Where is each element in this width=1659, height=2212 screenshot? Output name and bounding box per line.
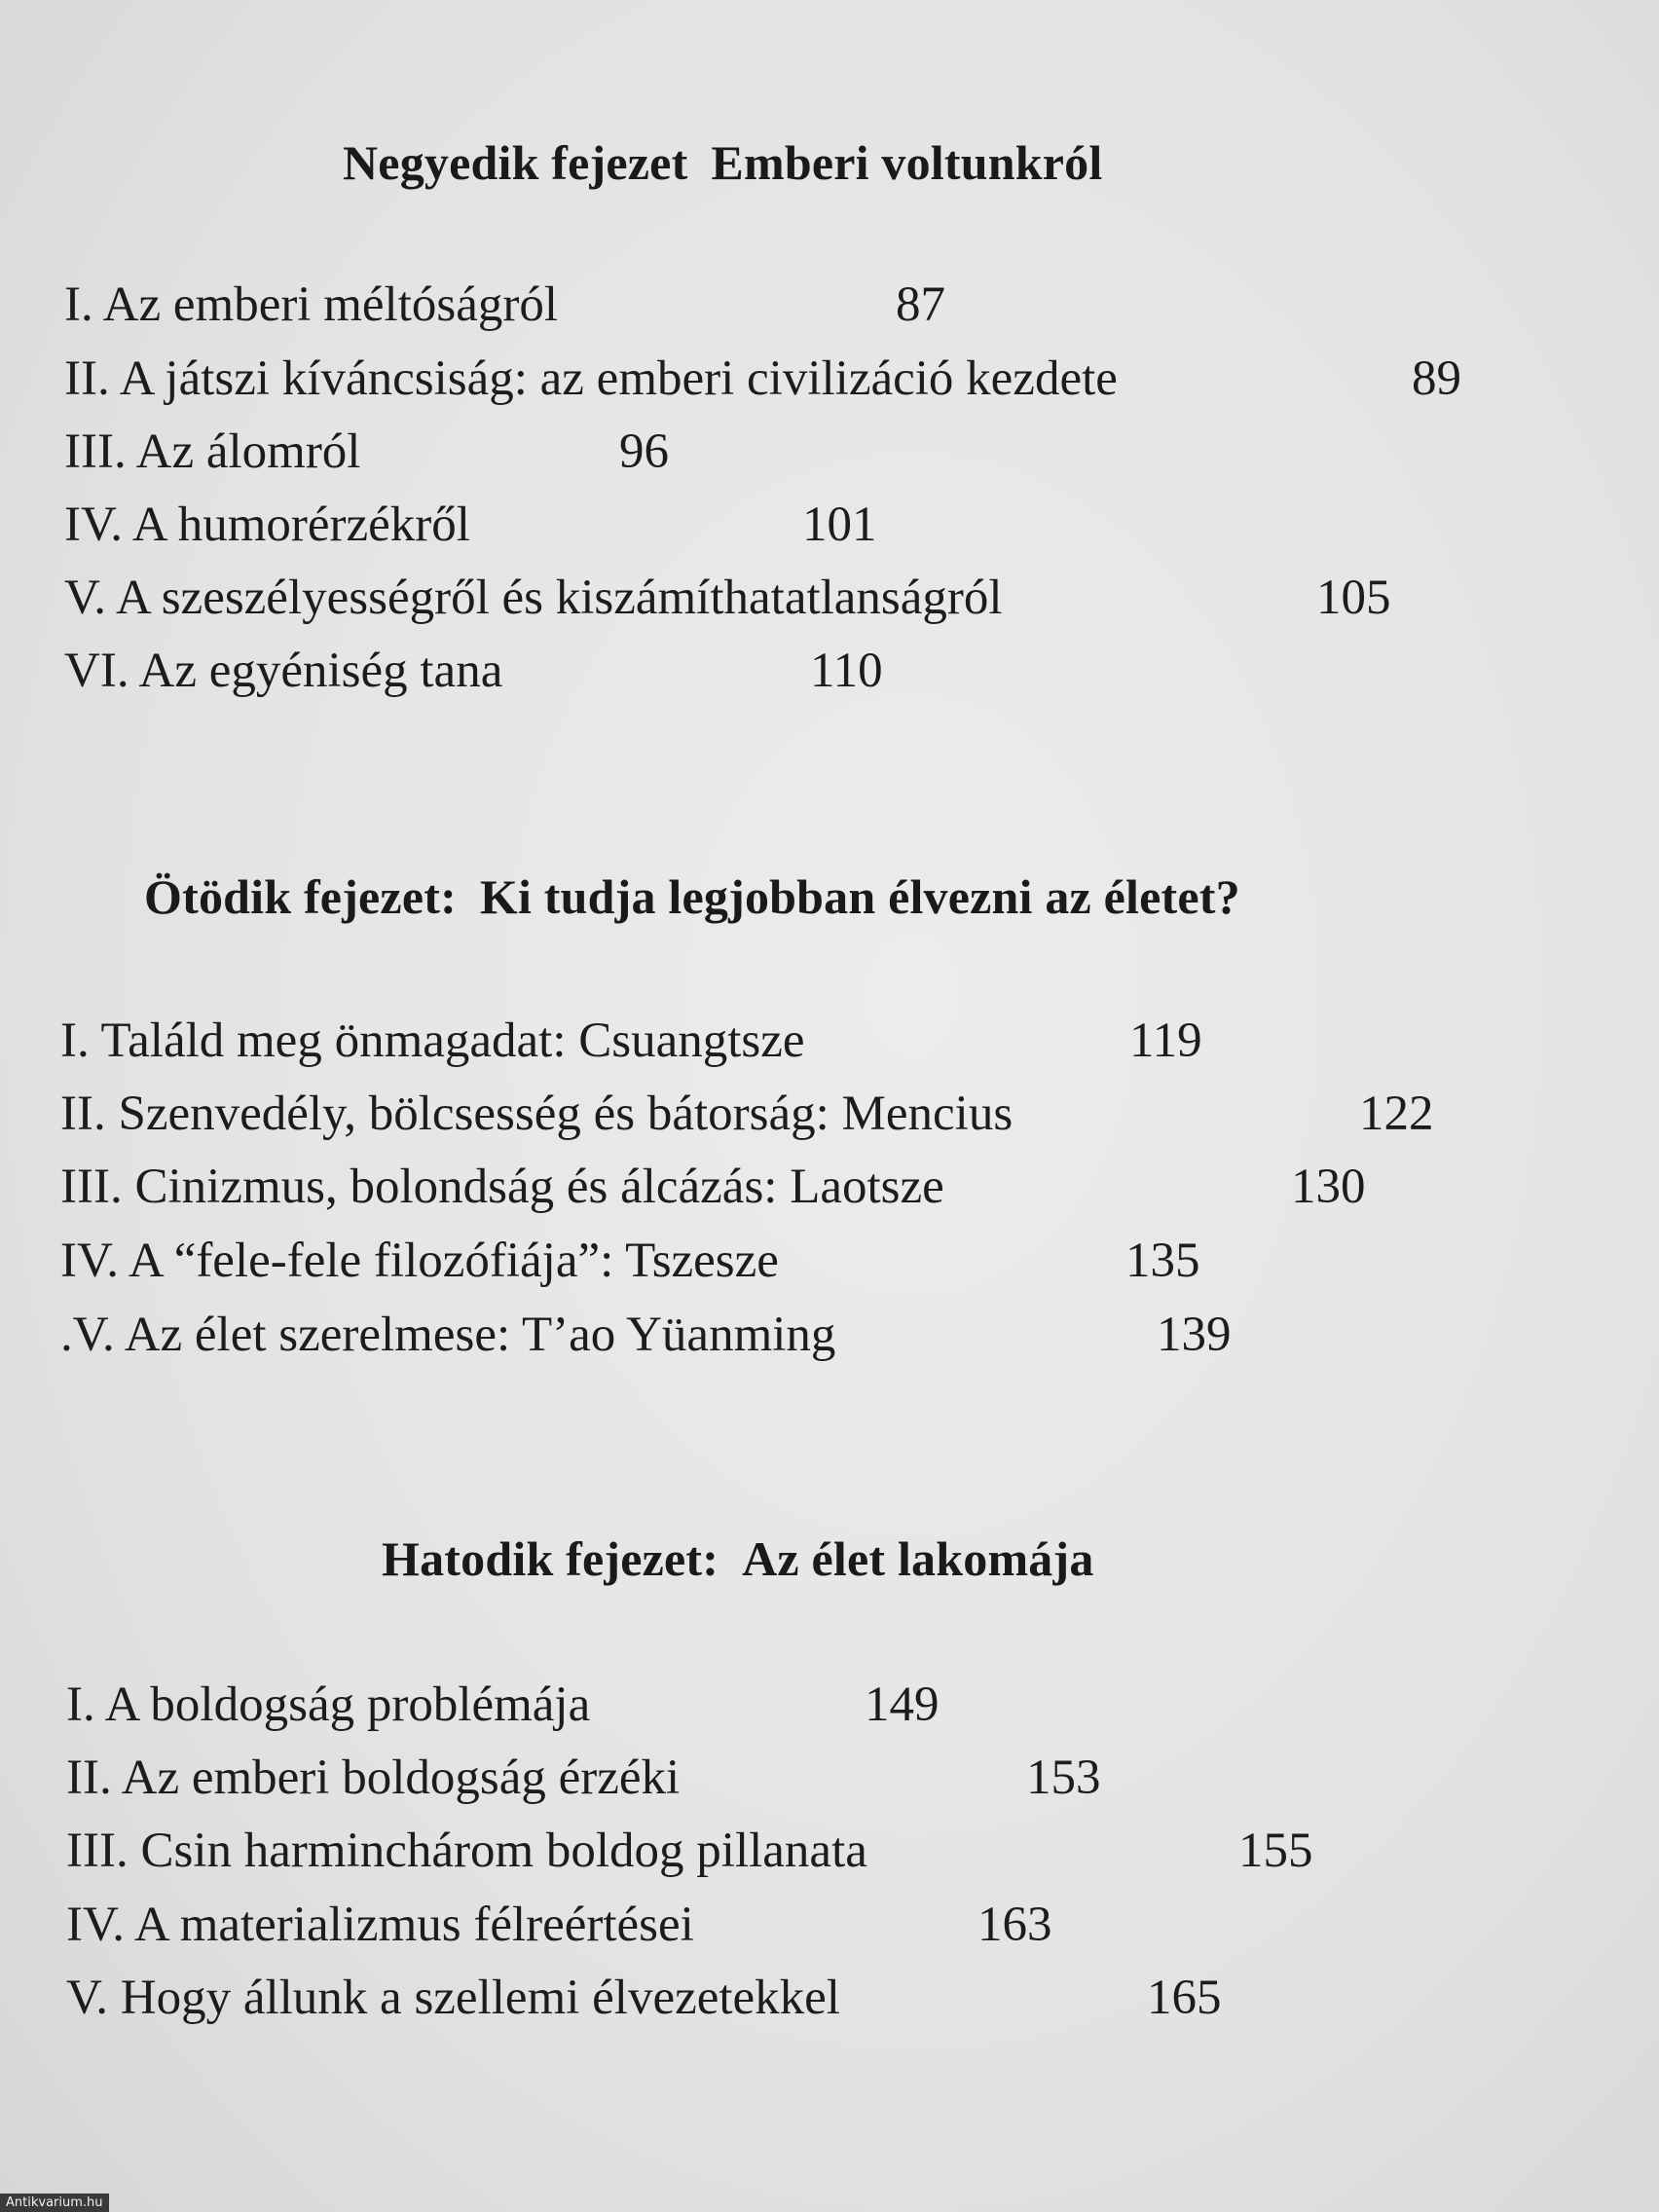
toc-page-number: 89	[1412, 351, 1461, 406]
toc-page-number: 87	[896, 277, 945, 332]
toc-page-number: 149	[865, 1677, 940, 1732]
chapter-heading-4	[343, 134, 1102, 191]
chapter-heading-5	[144, 868, 1240, 925]
chapter-heading-label: Hatodik fejezet:	[382, 1531, 719, 1586]
toc-entry: III. Csin harminchárom boldog pillanata	[66, 1824, 867, 1878]
chapter-heading-title: Emberi voltunkról	[711, 135, 1103, 190]
toc-entry: IV. A “fele-fele filozófiája”: Tszesze	[60, 1234, 779, 1288]
chapter-heading-label: Ötödik fejezet:	[144, 869, 457, 924]
toc-page-number: 101	[802, 498, 877, 552]
toc-entry: IV. A humorérzékről	[64, 498, 470, 552]
toc-page-number: 163	[977, 1898, 1052, 1952]
watermark-label: Antikvarium.hu	[0, 2194, 109, 2212]
toc-page-number: 139	[1157, 1308, 1232, 1362]
toc-page-number: 105	[1316, 571, 1391, 625]
toc-entry: V. Hogy állunk a szellemi élvezetekkel	[66, 1971, 840, 2025]
toc-entry: I. A boldogság problémája	[66, 1677, 591, 1732]
chapter-heading-6	[382, 1530, 1094, 1587]
toc-entry: III. Cinizmus, bolondság és álcázás: Laotsze	[60, 1160, 944, 1214]
toc-entry: V. A szeszélyességről és kiszámíthatatlanságról	[64, 571, 1003, 625]
toc-entry: VI. Az egyéniség tana	[64, 644, 503, 698]
toc-page-number: 122	[1359, 1087, 1434, 1141]
toc-page-number: 135	[1125, 1234, 1200, 1288]
toc-entry: II. A játszi kíváncsiság: az emberi civilizáció kezdete	[64, 351, 1118, 406]
toc-entry: .V. Az élet szerelmese: T’ao Yüanming	[60, 1308, 836, 1362]
toc-entry: I. Találd meg önmagadat: Csuangtsze	[60, 1014, 805, 1068]
chapter-heading-title: Ki tudja legjobban élvezni az életet?	[479, 869, 1240, 924]
toc-page-number: 96	[619, 424, 669, 479]
toc-page-number: 110	[810, 644, 883, 698]
toc-page-number: 165	[1147, 1971, 1222, 2025]
toc-page-number: 153	[1026, 1751, 1101, 1805]
toc-page-number: 130	[1291, 1160, 1366, 1214]
toc-entry: III. Az álomról	[64, 424, 361, 479]
toc-entry: I. Az emberi méltóságról	[64, 277, 559, 332]
toc-entry: IV. A materializmus félreértései	[66, 1898, 694, 1952]
chapter-heading-label: Negyedik fejezet	[343, 135, 688, 190]
toc-page-number: 155	[1238, 1824, 1313, 1878]
chapter-heading-title: Az élet lakomája	[742, 1531, 1094, 1586]
toc-entry: II. Az emberi boldogság érzéki	[66, 1751, 681, 1805]
toc-page-number: 119	[1129, 1014, 1202, 1068]
toc-entry: II. Szenvedély, bölcsesség és bátorság: Mencius	[60, 1087, 1014, 1141]
